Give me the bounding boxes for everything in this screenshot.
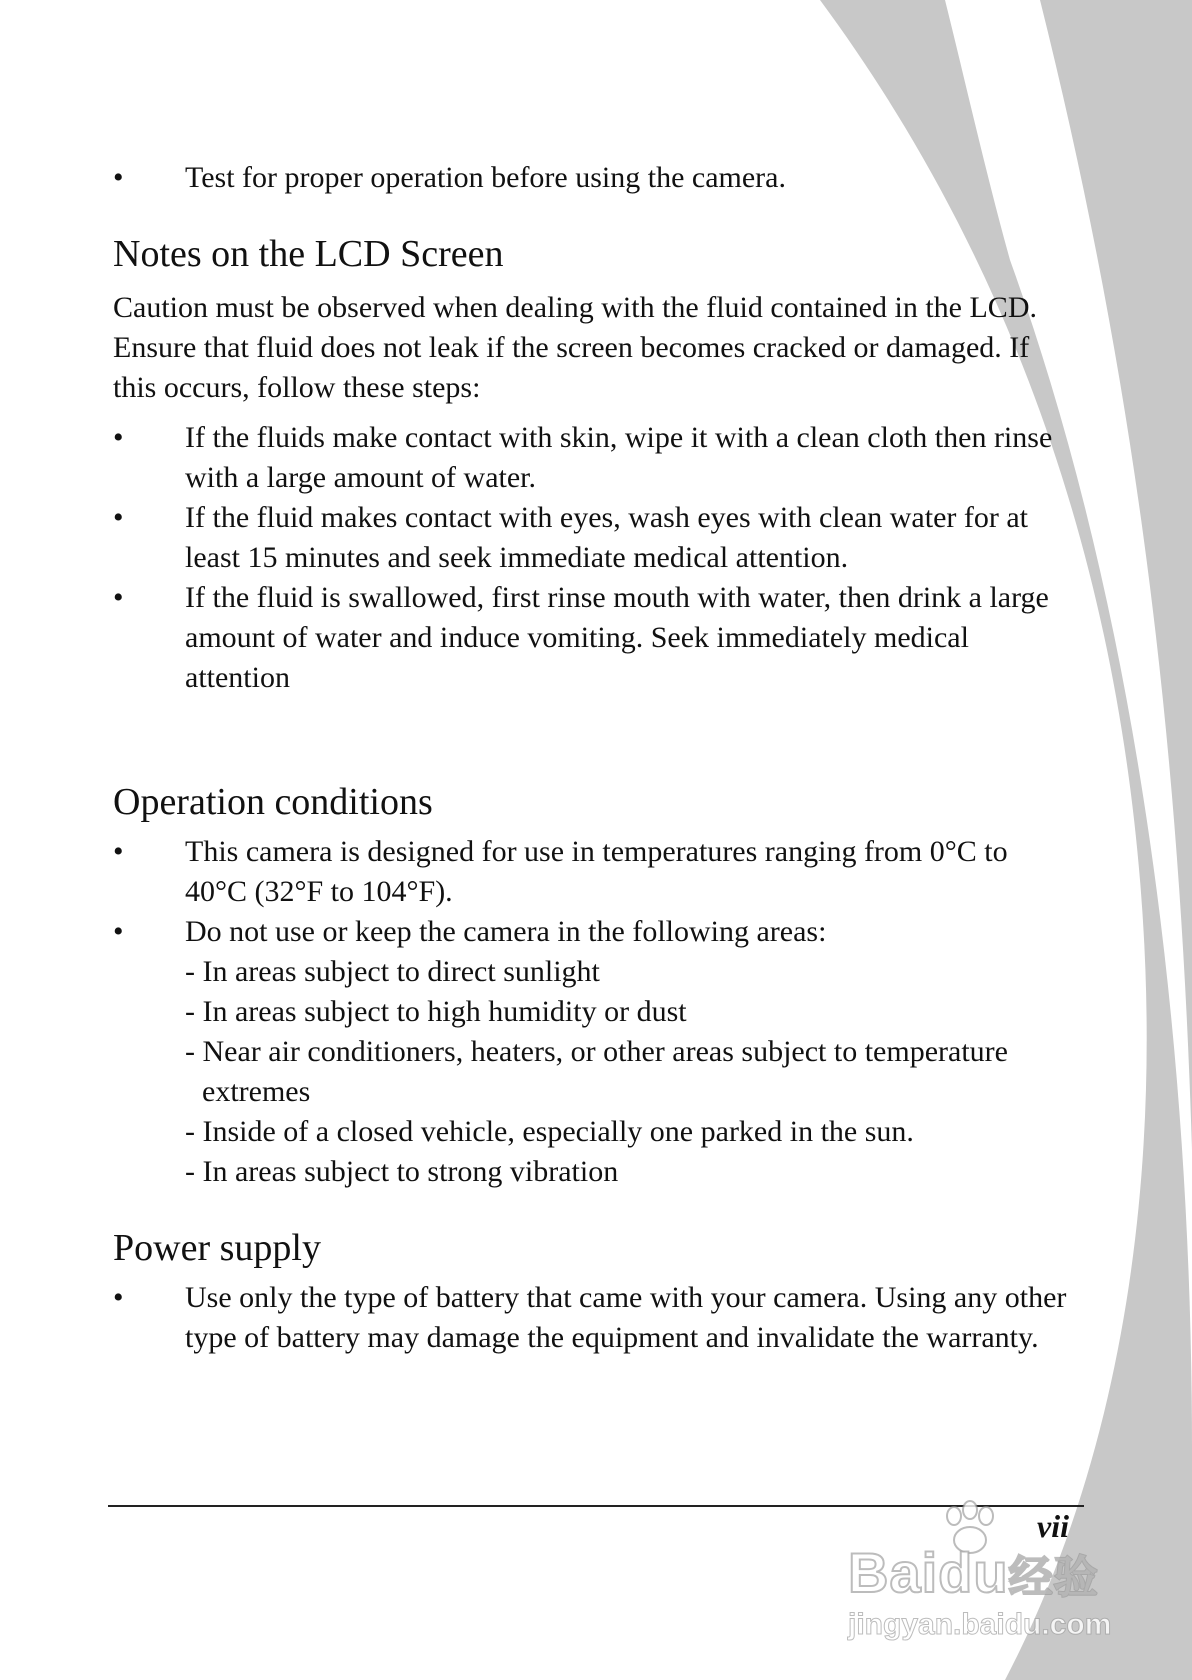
list-item-text: Test for proper operation before using the camera. [185, 161, 786, 194]
list-item-text: Use only the type of battery that came with your camera. Using any other type of battery may damage the equipment and invalidate the warranty. [185, 1281, 1067, 1354]
lcd-intro-paragraph: Caution must be observed when dealing with the fluid contained in the LCD. Ensure that fluid does not leak if the screen becomes cracked or damaged. If this occurs, follow these steps: [113, 291, 1037, 404]
list-item-text: If the fluid makes contact with eyes, wash eyes with clean water for at least 15 minutes and seek immediate medical attention. [185, 501, 1029, 574]
bullet-icon: • [113, 581, 124, 614]
list-item [113, 912, 1073, 1192]
watermark-url: jingyan.baidu.com [848, 1608, 1112, 1641]
sub-list [185, 952, 1073, 1192]
section-heading-operation: Operation conditions [113, 781, 433, 823]
watermark-brand-bai: Bai [848, 1541, 939, 1604]
sub-list-item: - Near air conditioners, heaters, or other areas subject to temperature extremes [185, 1035, 1008, 1108]
list-item [113, 578, 1073, 698]
section-heading-lcd: Notes on the LCD Screen [113, 233, 504, 275]
sub-list-item: - In areas subject to high humidity or dust [185, 995, 687, 1028]
watermark-brand-du: du [938, 1541, 1009, 1604]
bullet-icon: • [113, 915, 124, 948]
baidu-watermark [840, 1500, 1130, 1650]
list-item-text: If the fluids make contact with skin, wipe it with a clean cloth then rinse with a large amount of water. [185, 421, 1053, 494]
page-content [113, 158, 1073, 1358]
section-heading-power: Power supply [113, 1227, 321, 1269]
sub-list-item: - In areas subject to strong vibration [185, 1155, 619, 1188]
bullet-icon: • [113, 1281, 124, 1314]
list-item-text: This camera is designed for use in temperatures ranging from 0°C to 40°C (32°F to 104°F). [185, 835, 1008, 908]
list-item-text: If the fluid is swallowed, first rinse mouth with water, then drink a large amount of water and induce vomiting. Seek immediately medical attention [185, 581, 1049, 694]
page-number: vii [1037, 1508, 1069, 1544]
watermark-cn: 经验 [1008, 1553, 1099, 1602]
sub-list-item: - In areas subject to direct sunlight [185, 955, 600, 988]
list-item [113, 418, 1073, 498]
sub-list-item: - Inside of a closed vehicle, especially one parked in the sun. [185, 1115, 914, 1148]
bullet-icon: • [113, 161, 124, 194]
bullet-icon: • [113, 835, 124, 868]
list-item-text: Do not use or keep the camera in the following areas: [185, 915, 827, 948]
list-item [113, 498, 1073, 578]
bullet-icon: • [113, 501, 124, 534]
watermark-brand [848, 1540, 1099, 1605]
list-item [113, 832, 1073, 912]
list-item [113, 1278, 1073, 1358]
bullet-icon: • [113, 421, 124, 454]
list-item [113, 158, 1073, 198]
